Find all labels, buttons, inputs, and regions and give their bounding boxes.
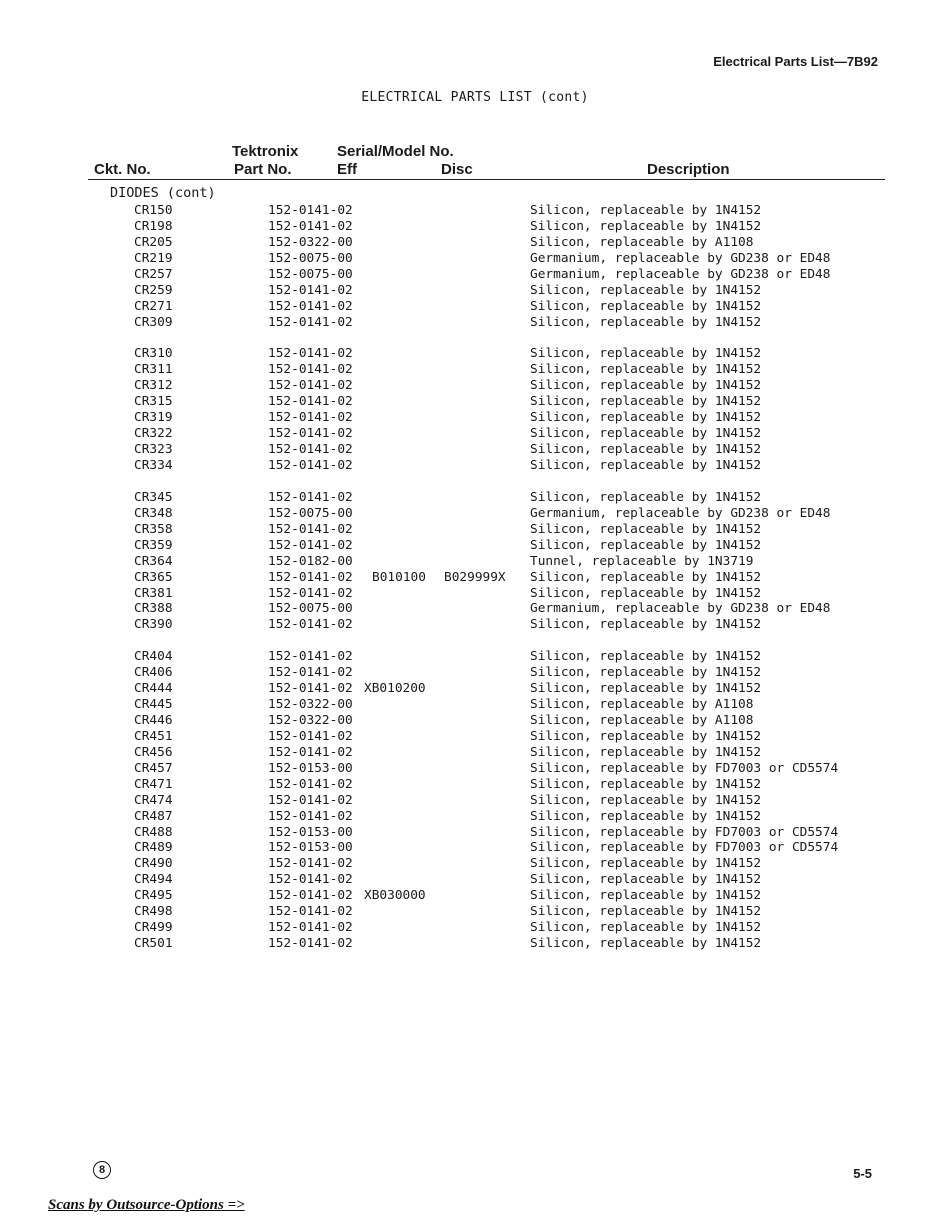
part-number: 152-0141-02 <box>268 936 353 951</box>
table-row <box>0 617 950 633</box>
table-row <box>0 267 950 283</box>
ckt-number: CR444 <box>134 681 173 697</box>
part-number: 152-0075-00 <box>268 505 353 521</box>
page-number: 5-5 <box>853 1166 872 1181</box>
part-number: 152-0141-02 <box>268 362 353 378</box>
col-part-no: Part No. <box>234 161 292 178</box>
table-row <box>0 538 950 554</box>
ckt-number: CR322 <box>134 426 173 442</box>
description: Silicon, replaceable by 1N4152 <box>530 442 762 457</box>
description: Silicon, replaceable by 1N4152 <box>530 888 762 904</box>
table-row <box>0 601 950 617</box>
table-row <box>0 888 950 904</box>
running-header: Electrical Parts List—7B92 <box>713 54 878 69</box>
table-row <box>0 299 950 315</box>
table-row <box>0 729 950 745</box>
table-row <box>0 649 950 665</box>
description: Silicon, replaceable by 1N4152 <box>530 282 762 298</box>
description: Silicon, replaceable by 1N4152 <box>530 681 762 697</box>
description: Silicon, replaceable by 1N4152 <box>530 537 762 553</box>
description: Germanium, replaceable by GD238 or ED48 <box>530 601 831 617</box>
serial-eff: XB010200 <box>364 681 426 697</box>
description: Silicon, replaceable by 1N4152 <box>530 617 762 633</box>
description: Silicon, replaceable by 1N4152 <box>530 585 762 601</box>
ckt-number: CR498 <box>134 904 173 920</box>
table-row <box>0 554 950 570</box>
serial-eff: XB030000 <box>364 888 426 904</box>
description: Silicon, replaceable by A1108 <box>530 234 754 250</box>
description: Germanium, replaceable by GD238 or ED48 <box>530 505 831 521</box>
ckt-number: CR456 <box>134 744 173 760</box>
part-number: 152-0141-02 <box>268 218 353 234</box>
description: Silicon, replaceable by A1108 <box>530 697 754 712</box>
table-row <box>0 283 950 299</box>
table-row <box>0 346 950 362</box>
part-number: 152-0141-02 <box>268 585 353 601</box>
part-number: 152-0141-02 <box>268 808 353 824</box>
part-number: 152-0141-02 <box>268 856 353 872</box>
description: Silicon, replaceable by 1N4152 <box>530 410 762 426</box>
description: Germanium, replaceable by GD238 or ED48 <box>530 250 831 266</box>
description: Germanium, replaceable by GD238 or ED48 <box>530 266 831 282</box>
part-number: 152-0141-02 <box>268 888 353 904</box>
description: Silicon, replaceable by 1N4152 <box>530 920 762 936</box>
table-row <box>0 490 950 506</box>
table-row <box>0 761 950 777</box>
col-ckt-no: Ckt. No. <box>94 161 151 178</box>
ckt-number: CR334 <box>134 457 173 473</box>
description: Silicon, replaceable by 1N4152 <box>530 872 762 888</box>
part-number: 152-0141-02 <box>268 457 353 473</box>
description: Silicon, replaceable by 1N4152 <box>530 346 762 362</box>
description: Silicon, replaceable by 1N4152 <box>530 203 762 218</box>
part-number: 152-0141-02 <box>268 776 353 792</box>
description: Silicon, replaceable by 1N4152 <box>530 569 762 585</box>
part-number: 152-0141-02 <box>268 282 353 298</box>
table-row <box>0 362 950 378</box>
table-row <box>0 458 950 474</box>
description: Silicon, replaceable by 1N4152 <box>530 728 762 744</box>
table-row <box>0 777 950 793</box>
section-heading: DIODES (cont) <box>110 185 216 201</box>
description: Silicon, replaceable by 1N4152 <box>530 298 762 314</box>
page-title: ELECTRICAL PARTS LIST (cont) <box>361 90 589 105</box>
part-number: 152-0141-02 <box>268 744 353 760</box>
scan-credit-link[interactable]: Scans by Outsource-Options => <box>48 1197 245 1213</box>
table-row <box>0 872 950 888</box>
ckt-number: CR490 <box>134 856 173 872</box>
table-row <box>0 378 950 394</box>
ckt-number: CR364 <box>134 553 173 569</box>
table-row <box>0 426 950 442</box>
part-number: 152-0141-02 <box>268 904 353 920</box>
ckt-number: CR257 <box>134 266 173 282</box>
ckt-number: CR348 <box>134 505 173 521</box>
serial-eff: B010100 <box>372 569 426 585</box>
ckt-number: CR404 <box>134 649 173 665</box>
ckt-number: CR323 <box>134 442 173 457</box>
table-row <box>0 920 950 936</box>
table-row <box>0 936 950 952</box>
ckt-number: CR445 <box>134 697 173 712</box>
table-row <box>0 793 950 809</box>
revision-mark: 8 <box>93 1161 111 1179</box>
description: Silicon, replaceable by 1N4152 <box>530 457 762 473</box>
ckt-number: CR499 <box>134 920 173 936</box>
table-row <box>0 203 950 219</box>
part-number: 152-0075-00 <box>268 266 353 282</box>
col-description: Description <box>647 161 730 178</box>
part-number: 152-0141-02 <box>268 665 353 681</box>
ckt-number: CR446 <box>134 713 173 728</box>
table-row <box>0 586 950 602</box>
ckt-number: CR312 <box>134 378 173 394</box>
ckt-number: CR309 <box>134 314 173 330</box>
description: Silicon, replaceable by 1N4152 <box>530 218 762 234</box>
ckt-number: CR315 <box>134 394 173 410</box>
table-row <box>0 840 950 856</box>
description: Tunnel, replaceable by 1N3719 <box>530 553 754 569</box>
part-number: 152-0322-00 <box>268 713 353 728</box>
ckt-number: CR471 <box>134 776 173 792</box>
description: Silicon, replaceable by 1N4152 <box>530 792 762 808</box>
ckt-number: CR259 <box>134 282 173 298</box>
part-number: 152-0141-02 <box>268 314 353 330</box>
description: Silicon, replaceable by 1N4152 <box>530 776 762 792</box>
part-number: 152-0141-02 <box>268 521 353 537</box>
description: Silicon, replaceable by 1N4152 <box>530 856 762 872</box>
table-row <box>0 745 950 761</box>
part-number: 152-0141-02 <box>268 649 353 665</box>
description: Silicon, replaceable by 1N4152 <box>530 378 762 394</box>
description: Silicon, replaceable by A1108 <box>530 713 754 728</box>
ckt-number: CR150 <box>134 203 173 218</box>
description: Silicon, replaceable by 1N4152 <box>530 904 762 920</box>
description: Silicon, replaceable by 1N4152 <box>530 362 762 378</box>
col-serial-model: Serial/Model No. <box>337 143 454 160</box>
ckt-number: CR406 <box>134 665 173 681</box>
ckt-number: CR359 <box>134 537 173 553</box>
ckt-number: CR495 <box>134 888 173 904</box>
part-number: 152-0141-02 <box>268 394 353 410</box>
part-number: 152-0141-02 <box>268 346 353 362</box>
part-number: 152-0141-02 <box>268 410 353 426</box>
table-row <box>0 410 950 426</box>
table-row <box>0 235 950 251</box>
description: Silicon, replaceable by 1N4152 <box>530 649 762 665</box>
ckt-number: CR487 <box>134 808 173 824</box>
description: Silicon, replaceable by 1N4152 <box>530 394 762 410</box>
ckt-number: CR451 <box>134 728 173 744</box>
part-number: 152-0141-02 <box>268 569 353 585</box>
table-row <box>0 315 950 331</box>
ckt-number: CR271 <box>134 298 173 314</box>
description: Silicon, replaceable by 1N4152 <box>530 665 762 681</box>
ckt-number: CR488 <box>134 824 173 840</box>
ckt-number: CR474 <box>134 792 173 808</box>
part-number: 152-0182-00 <box>268 553 353 569</box>
description: Silicon, replaceable by 1N4152 <box>530 314 762 330</box>
part-number: 152-0322-00 <box>268 234 353 250</box>
ckt-number: CR310 <box>134 346 173 362</box>
part-number: 152-0075-00 <box>268 250 353 266</box>
table-row <box>0 442 950 458</box>
part-number: 152-0141-02 <box>268 426 353 442</box>
part-number: 152-0153-00 <box>268 760 353 776</box>
part-number: 152-0141-02 <box>268 298 353 314</box>
description: Silicon, replaceable by 1N4152 <box>530 936 762 951</box>
table-row <box>0 825 950 841</box>
part-number: 152-0141-02 <box>268 203 353 218</box>
ckt-number: CR319 <box>134 410 173 426</box>
part-number: 152-0322-00 <box>268 697 353 712</box>
part-number: 152-0141-02 <box>268 442 353 457</box>
table-row <box>0 570 950 586</box>
table-row <box>0 809 950 825</box>
part-number: 152-0153-00 <box>268 840 353 856</box>
description: Silicon, replaceable by 1N4152 <box>530 426 762 442</box>
col-disc: Disc <box>441 161 473 178</box>
ckt-number: CR381 <box>134 585 173 601</box>
description: Silicon, replaceable by FD7003 or CD5574 <box>530 760 839 776</box>
part-number: 152-0141-02 <box>268 378 353 394</box>
part-number: 152-0141-02 <box>268 617 353 633</box>
table-row <box>0 219 950 235</box>
ckt-number: CR345 <box>134 489 173 505</box>
ckt-number: CR494 <box>134 872 173 888</box>
table-row <box>0 251 950 267</box>
table-row <box>0 713 950 729</box>
table-row <box>0 904 950 920</box>
description: Silicon, replaceable by 1N4152 <box>530 521 762 537</box>
table-row <box>0 681 950 697</box>
table-row <box>0 506 950 522</box>
ckt-number: CR390 <box>134 617 173 633</box>
part-number: 152-0075-00 <box>268 601 353 617</box>
ckt-number: CR358 <box>134 521 173 537</box>
part-number: 152-0141-02 <box>268 872 353 888</box>
part-number: 152-0141-02 <box>268 537 353 553</box>
ckt-number: CR388 <box>134 601 173 617</box>
ckt-number: CR365 <box>134 569 173 585</box>
part-number: 152-0141-02 <box>268 920 353 936</box>
table-row <box>0 697 950 713</box>
table-row <box>0 394 950 410</box>
ckt-number: CR198 <box>134 218 173 234</box>
ckt-number: CR501 <box>134 936 173 951</box>
part-number: 152-0141-02 <box>268 489 353 505</box>
description: Silicon, replaceable by FD7003 or CD5574 <box>530 824 839 840</box>
table-row <box>0 665 950 681</box>
table-row <box>0 522 950 538</box>
description: Silicon, replaceable by FD7003 or CD5574 <box>530 840 839 856</box>
part-number: 152-0141-02 <box>268 728 353 744</box>
ckt-number: CR219 <box>134 250 173 266</box>
ckt-number: CR205 <box>134 234 173 250</box>
ckt-number: CR457 <box>134 760 173 776</box>
part-number: 152-0141-02 <box>268 792 353 808</box>
header-rule <box>88 179 885 180</box>
serial-disc: B029999X <box>444 569 506 585</box>
ckt-number: CR489 <box>134 840 173 856</box>
col-eff: Eff <box>337 161 357 178</box>
table-row <box>0 856 950 872</box>
part-number: 152-0153-00 <box>268 824 353 840</box>
description: Silicon, replaceable by 1N4152 <box>530 744 762 760</box>
col-tektronix: Tektronix <box>232 143 299 160</box>
description: Silicon, replaceable by 1N4152 <box>530 489 762 505</box>
description: Silicon, replaceable by 1N4152 <box>530 808 762 824</box>
ckt-number: CR311 <box>134 362 173 378</box>
part-number: 152-0141-02 <box>268 681 353 697</box>
